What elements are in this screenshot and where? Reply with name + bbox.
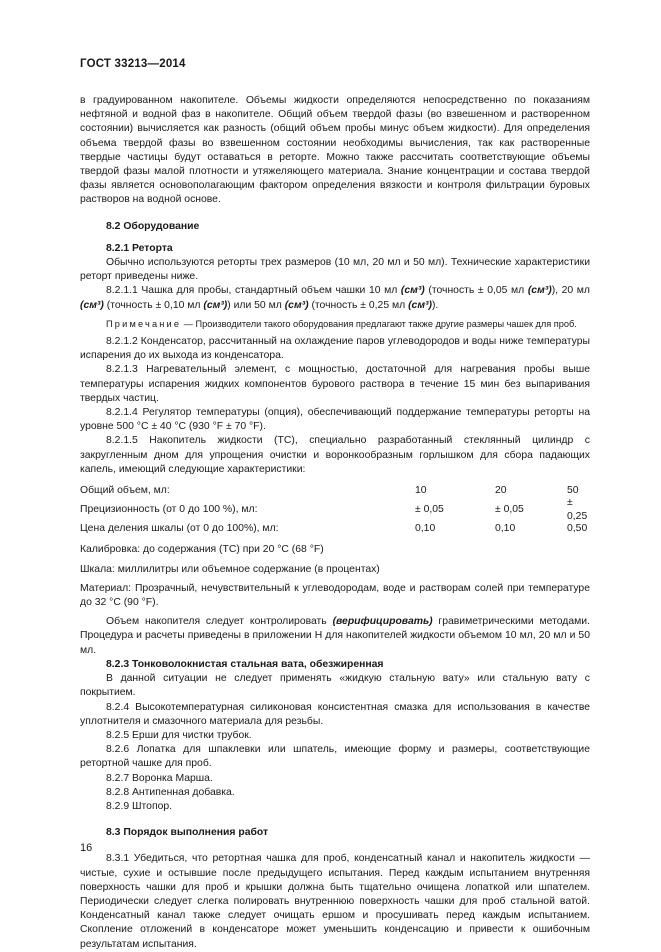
section-8-2-1-text: Обычно используются реторты трех размеров (10 мл, 20 мл и 50 мл). Технические характеристики реторт приведены ниже. xyxy=(80,257,590,283)
section-8-2-1-5: 8.2.1.5 Накопитель жидкости (ТС), специально разработанный стеклянный цилиндр с закругленным дном для упрощения очистки и воронкообразным горлышком для сбора падающих капель, имеющий следующие характеристики: xyxy=(80,435,590,475)
section-8-2-1-3: 8.2.1.3 Нагревательный элемент, с мощностью, достаточной для нагревания пробы выше температуры испарения жидких компонентов бурового раствора в течение 15 мин без выпаривания твердых частиц. xyxy=(80,364,590,404)
section-8-3-title: 8.3 Порядок выполнения работ xyxy=(106,827,269,839)
document-header: ГОСТ 33213—2014 xyxy=(80,58,186,70)
section-8-3-1: 8.3.1 Убедиться, что ретортная чашка для проб, конденсатный канал и накопитель жидкости — чистые, сухие и остывшие после предыдущего испытания. Перед каждым испытанием внутренняя поверхность чашки для проб и крышки должна быть тщательно очищена лопаткой или шпателем. Периодически следует слегка полировать внутреннюю поверхность чашки для проб стальной ватой. Конденсатный канал также следует очищать ершом и просушивать перед каждым испытанием. Скопление отложений в конденсаторе может уменьшить конденсацию и привести к ошибочным результатам испытания. xyxy=(80,853,590,950)
section-8-2-1-title: 8.2.1 Реторта xyxy=(106,242,173,254)
table-row: Общий объем, мл: 10 20 50 xyxy=(80,485,579,497)
material-text: Материал: Прозрачный, нечувствительный к углеводородам, воде и растворам солей при температуре до 32 °С (90 °F). xyxy=(80,582,590,609)
note-label: Примечание xyxy=(106,318,182,329)
section-8-2-9: 8.2.9 Штопор. xyxy=(106,800,173,812)
note-text: — Производители такого оборудования предлагают также другие размеры чашек для проб. xyxy=(181,318,577,329)
scale-text: Шкала: миллилитры или объемное содержание (в процентах) xyxy=(80,563,380,575)
table-row: Прецизионность (от 0 до 100 %), мл: ± 0,05 ± 0,05 ± 0,25 xyxy=(80,497,588,523)
calibration-text: Калибровка: до содержания (ТС) при 20 °С (68 °F) xyxy=(80,544,324,556)
section-8-2-3-title: 8.2.3 Тонковолокнистая стальная вата, обезжиренная xyxy=(106,658,384,670)
page-content xyxy=(80,94,590,952)
section-8-2-4: 8.2.4 Высокотемпературная силиконовая консистентная смазка для использования в качестве уплотнителя и смазочного материала для резьбы. xyxy=(80,701,590,727)
section-8-2-1-4: 8.2.1.4 Регулятор температуры (опция), обеспечивающий поддержание температуры реторты на уровне 500 °С ± 40 °С (930 °F ± 70 °F). xyxy=(80,407,590,433)
note xyxy=(80,317,590,331)
section-8-2-1-1: 8.2.1.1 Чашка для пробы, стандартный объем чашки 10 мл (см³) (точность ± 0,05 мл (см³)), 20 мл (см³) (точность ± 0,10 мл (см³)) или 50 мл (см³) (точность ± 0,25 мл (см³)). xyxy=(80,285,590,311)
section-8-2-7: 8.2.7 Воронка Марша. xyxy=(106,772,213,784)
intro-paragraph: в градуированном накопителе. Объемы жидкости определяются непосредственно по показаниям нефтяной и водной фаз в накопителе. Общий объем твердой фазы (во взвешенном и растворенном состоянии) вычисляется как разность (общий объем пробы минус объем жидкости). Для определения объема твердой фазы во взвешенном состоянии необходимы вычисления, так как растворенные твердые частицы будут оставаться в реторте. Можно также рассчитать соответствующие объемы твердой фазы малой плотности и утяжеляющего материала. Знание концентрации и состава твердой фазы является основополагающим фактором определения вязкости и контроля фильтрации буровых растворов на водной основе. xyxy=(80,95,590,206)
control-paragraph: Объем накопителя следует контролировать (верифицировать) гравиметрическими методами. Процедура и расчеты приведены в приложении Н для накопителей жидкости объемом 10 мл, 20 мл и 50 мл. xyxy=(80,616,590,656)
section-8-2-3-text: В данной ситуации не следует применять «жидкую стальную вату» или стальную вату с покрытием. xyxy=(80,673,590,699)
section-8-2-6: 8.2.6 Лопатка для шпаклевки или шпатель, имеющие форму и размеры, соответствующие ретортной чашке для проб. xyxy=(80,744,590,770)
characteristics-table xyxy=(80,482,590,538)
section-8-2-8: 8.2.8 Антипенная добавка. xyxy=(106,786,235,798)
table-row: Цена деления шкалы (от 0 до 100%), мл: 0,10 0,10 0,50 xyxy=(80,522,588,534)
section-8-2-5: 8.2.5 Ерши для чистки трубок. xyxy=(106,729,252,741)
section-8-2-title: 8.2 Оборудование xyxy=(106,220,200,232)
section-8-2-1-2: 8.2.1.2 Конденсатор, рассчитанный на охлаждение паров углеводородов и воды ниже температуры испарения до их выхода из конденсатора. xyxy=(80,336,590,362)
page-number: 16 xyxy=(80,842,93,854)
